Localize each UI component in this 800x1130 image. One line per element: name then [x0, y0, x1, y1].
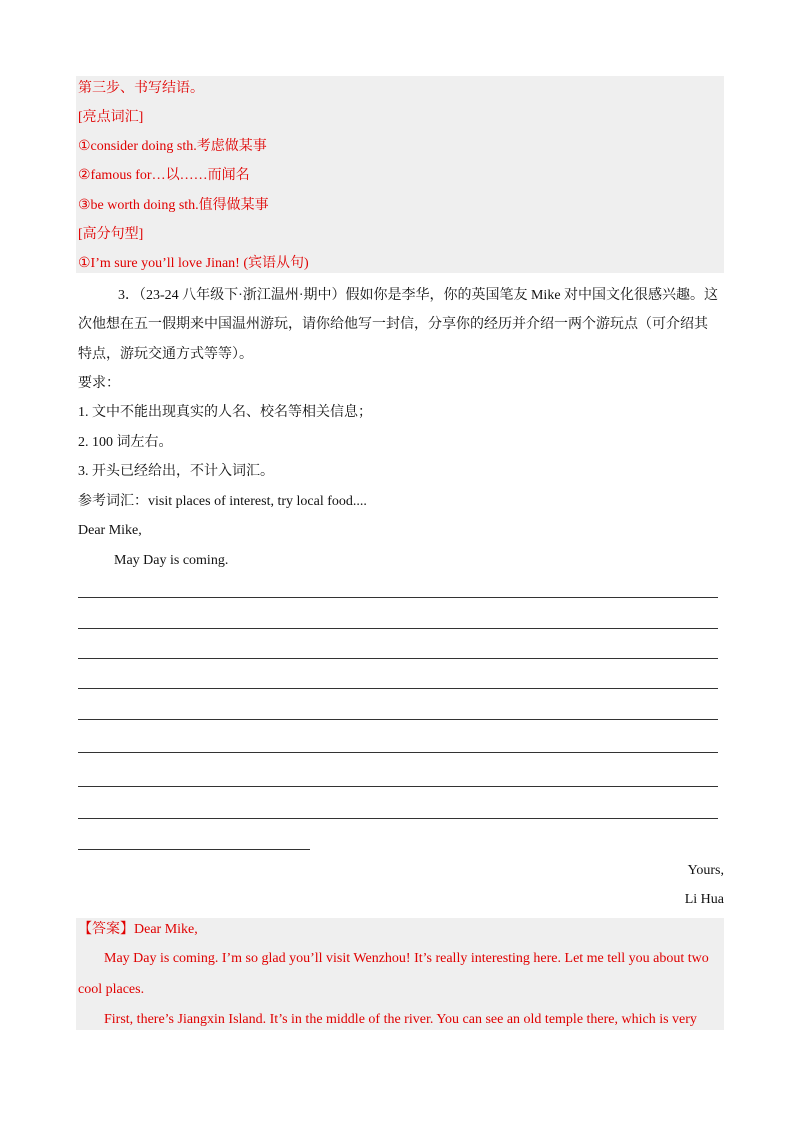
writing-line: [78, 597, 718, 598]
answer-salutation: Dear Mike,: [134, 922, 198, 937]
answer-paragraph-1-line-1: May Day is coming. I’m so glad you’ll visit Wenzhou! It’s really interesting here. Let me tell you about two: [104, 951, 709, 966]
letter-signature: Li Hua: [684, 892, 724, 907]
requirements-label: 要求：: [78, 376, 120, 391]
vocab-item-1: ①consider doing sth.考虑做某事: [78, 139, 267, 154]
answer-first-line: [78, 921, 198, 939]
requirement-3: 3. 开头已经给出，不计入词汇。: [78, 464, 274, 479]
requirement-1: 1. 文中不能出现真实的人名、校名等相关信息；: [78, 405, 372, 420]
letter-salutation: Dear Mike,: [78, 523, 142, 538]
sentence-pattern-header: [高分句型]: [78, 227, 144, 242]
writing-line: [78, 688, 718, 689]
vocab-item-2: ②famous for…以……而闻名: [78, 168, 250, 183]
question-line-2: 次他想在五一假期来中国温州游玩，请你给他写一封信，分享你的经历并介绍一两个游玩点（可介绍其: [78, 317, 708, 332]
writing-line: [78, 786, 718, 787]
writing-line: [78, 849, 310, 850]
writing-line: [78, 752, 718, 753]
writing-line: [78, 818, 718, 819]
step3-heading: 第三步、书写结语。: [78, 81, 204, 96]
writing-line: [78, 658, 718, 659]
question-line-1: 3．（23-24 八年级下·浙江温州·期中）假如你是李华，你的英国笔友 Mike 对中国文化很感兴趣。这: [118, 288, 719, 303]
answer-label: 【答案】: [78, 922, 134, 937]
sentence-pattern-item: ①I’m sure you’ll love Jinan! (宾语从句): [78, 256, 309, 271]
vocab-item-3: ③be worth doing sth.值得做某事: [78, 198, 269, 213]
requirement-2: 2. 100 词左右。: [78, 435, 173, 450]
letter-closing: Yours,: [687, 863, 724, 878]
question-line-3: 特点，游玩交通方式等等）。: [78, 347, 253, 362]
highlight-vocab-header: [亮点词汇]: [78, 110, 144, 125]
writing-line: [78, 719, 718, 720]
answer-paragraph-2-line-1: First, there’s Jiangxin Island. It’s in the middle of the river. You can see an old temple there, which is very: [104, 1012, 697, 1027]
answer-paragraph-1-line-2: cool places.: [78, 982, 145, 997]
letter-opening: May Day is coming.: [114, 553, 229, 568]
writing-line: [78, 628, 718, 629]
reference-vocab: 参考词汇：visit places of interest, try local food....: [78, 494, 367, 509]
